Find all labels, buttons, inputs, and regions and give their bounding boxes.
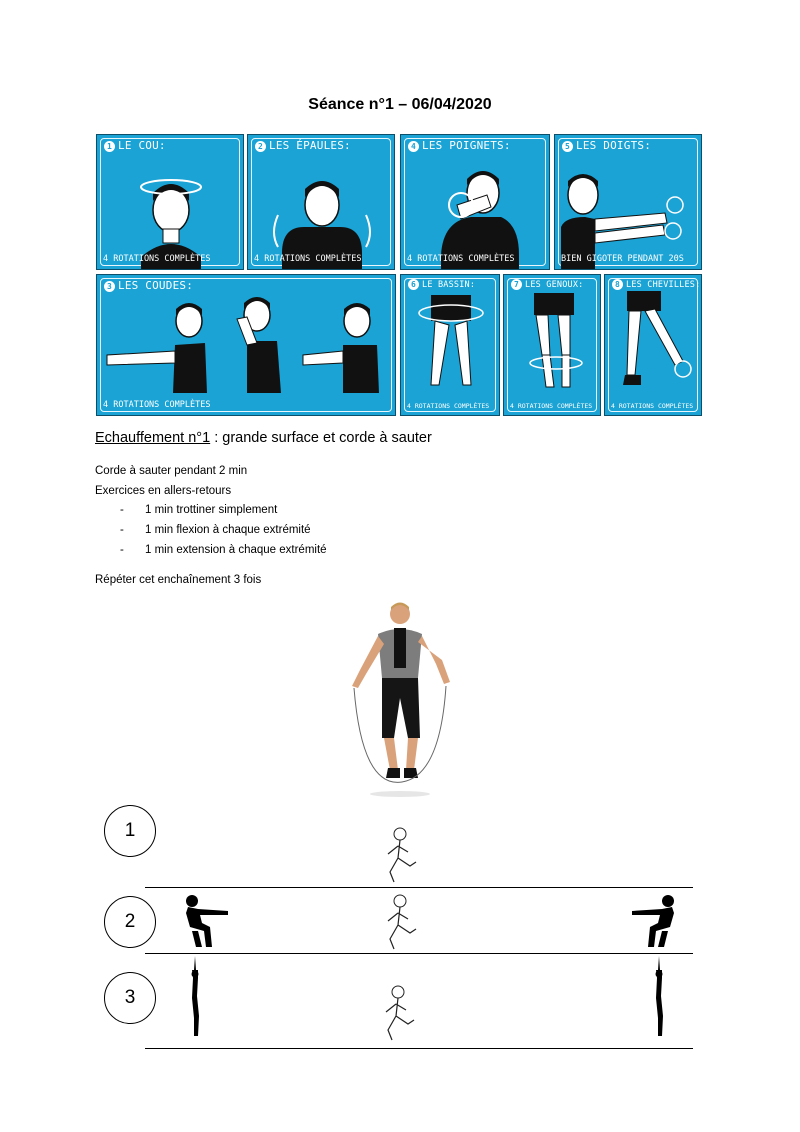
ankles-figure: [605, 275, 702, 416]
panel-caption: 4 ROTATIONS COMPLÈTES: [103, 400, 211, 410]
runner-icon: [378, 984, 422, 1044]
knees-figure: [504, 275, 601, 416]
list-item: - 1 min trottiner simplement: [120, 504, 278, 516]
fingers-figure: [555, 135, 702, 270]
extension-silhouette-right: [650, 956, 668, 1038]
panel-knees: [503, 274, 601, 416]
jump-rope-photo: [332, 598, 468, 798]
panel-caption: 4 ROTATIONS COMPLÈTES: [407, 254, 515, 264]
panel-wrists: [400, 134, 550, 270]
shoulders-figure: [248, 135, 395, 270]
panel-title: 6 LE BASSIN:: [408, 279, 475, 290]
runner-icon: [380, 826, 424, 886]
wrists-figure: [401, 135, 550, 270]
panel-title: 2 LES ÉPAULES:: [255, 139, 351, 152]
panel-title: 7 LES GENOUX:: [511, 279, 584, 290]
panel-title: 8 LES CHEVILLES:: [612, 279, 700, 290]
panel-fingers: [554, 134, 702, 270]
panel-title: 1 LE COU:: [104, 139, 166, 152]
list-item: - 1 min flexion à chaque extrémité: [120, 524, 311, 536]
neck-figure: [97, 135, 244, 270]
panel-title: 5 LES DOIGTS:: [562, 139, 651, 152]
runner-icon: [380, 893, 424, 953]
panel-caption: 4 ROTATIONS COMPLÈTES: [103, 254, 211, 264]
panel-pelvis: [400, 274, 500, 416]
repeat-line: Répéter cet enchaînement 3 fois: [95, 574, 262, 586]
extension-silhouette-left: [186, 956, 204, 1038]
section-heading-rest: : grande surface et corde à sauter: [210, 430, 432, 446]
panel-title: 4 LES POIGNETS:: [408, 139, 511, 152]
exercises-line: Exercices en allers-retours: [95, 485, 232, 497]
step-2-circle: 2: [104, 896, 156, 948]
panel-caption: 4 ROTATIONS COMPLÈTES: [611, 402, 694, 410]
step-1-circle: 1: [104, 805, 156, 857]
section-heading: [95, 430, 432, 446]
panel-ankles: [604, 274, 702, 416]
step-3-circle: 3: [104, 972, 156, 1024]
pelvis-figure: [401, 275, 500, 416]
panel-title: 3 LES COUDES:: [104, 279, 193, 292]
panel-caption: 4 ROTATIONS COMPLÈTES: [254, 254, 362, 264]
lane-line: [145, 887, 693, 888]
lane-line: [145, 1048, 693, 1049]
panel-caption: 4 ROTATIONS COMPLÈTES: [510, 402, 593, 410]
panel-shoulders: [247, 134, 395, 270]
panel-caption: BIEN GIGOTER PENDANT 20S: [561, 254, 684, 264]
panel-neck: [96, 134, 244, 270]
list-item: - 1 min extension à chaque extrémité: [120, 544, 327, 556]
squat-silhouette-right: [628, 893, 680, 951]
jump-rope-line: Corde à sauter pendant 2 min: [95, 465, 248, 477]
squat-silhouette-left: [180, 893, 232, 951]
panel-elbows: [96, 274, 396, 416]
page-title: Séance n°1 – 06/04/2020: [308, 96, 492, 113]
section-heading-underlined: Echauffement n°1: [95, 430, 211, 446]
lane-line: [145, 953, 693, 954]
panel-caption: 4 ROTATIONS COMPLÈTES: [407, 402, 490, 410]
elbows-figure: [97, 275, 396, 416]
